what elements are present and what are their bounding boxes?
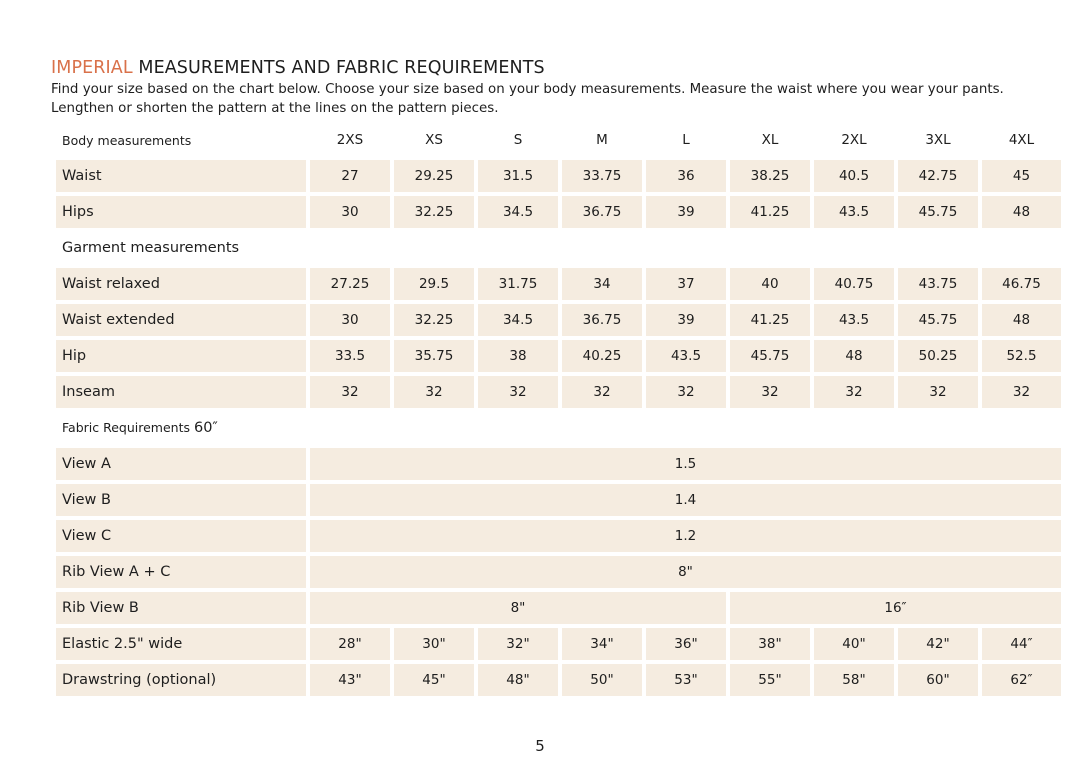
title-accent: IMPERIAL — [51, 58, 133, 78]
table-cell: 52.5 — [982, 340, 1061, 372]
table-cell: 38.25 — [730, 160, 810, 192]
row-label: Hips — [56, 196, 306, 228]
table-cell: 62″ — [982, 664, 1061, 696]
row-label: Rib View B — [56, 592, 306, 624]
table-cell: 32 — [982, 376, 1061, 408]
size-header: 2XL — [841, 132, 867, 148]
table-cell: 27.25 — [310, 268, 390, 300]
table-cell: 45.75 — [898, 196, 978, 228]
garment-measurements-heading: Garment measurements — [62, 240, 240, 256]
section-spacer — [310, 232, 1061, 264]
table-cell: 37 — [646, 268, 726, 300]
table-cell: 32.25 — [394, 304, 474, 336]
table-cell: 34" — [562, 628, 642, 660]
table-cell: 43.5 — [646, 340, 726, 372]
table-cell: 29.25 — [394, 160, 474, 192]
table-cell: 36.75 — [562, 196, 642, 228]
row-label: Elastic 2.5" wide — [56, 628, 306, 660]
table-cell: 8" — [310, 592, 726, 624]
row-label: Waist — [56, 160, 306, 192]
table-cell: 36 — [646, 160, 726, 192]
table-cell: 1.5 — [310, 448, 1061, 480]
table-cell: 45 — [982, 160, 1061, 192]
table-cell: 48 — [982, 304, 1061, 336]
table-cell: 31.75 — [478, 268, 558, 300]
table-cell: 32 — [310, 376, 390, 408]
size-header: L — [682, 132, 690, 148]
table-cell: 36.75 — [562, 304, 642, 336]
table-cell: 34.5 — [478, 304, 558, 336]
row-label: Hip — [56, 340, 306, 372]
table-cell: 32 — [814, 376, 894, 408]
size-header: 2XS — [336, 132, 364, 148]
body-row — [56, 160, 1061, 192]
table-cell: 43.5 — [814, 196, 894, 228]
table-cell: 55" — [730, 664, 810, 696]
fabric-label: Fabric Requirements — [62, 420, 190, 435]
table-cell: 44″ — [982, 628, 1061, 660]
garment-row — [56, 268, 1061, 300]
table-cell: 43" — [310, 664, 390, 696]
fabric-width: 60″ — [193, 420, 218, 436]
table-cell: 50.25 — [898, 340, 978, 372]
fabric-row — [56, 520, 1061, 552]
table-cell: 38" — [730, 628, 810, 660]
table-cell: 45.75 — [730, 340, 810, 372]
table-cell: 39 — [646, 304, 726, 336]
table-cell: 60" — [898, 664, 978, 696]
row-label: Rib View A + C — [56, 556, 306, 588]
table-cell: 42.75 — [898, 160, 978, 192]
row-label: View B — [56, 484, 306, 516]
garment-row — [56, 304, 1061, 336]
body-measurements-heading: Body measurements — [62, 132, 192, 148]
section-spacer — [310, 412, 1061, 444]
table-cell: 40.75 — [814, 268, 894, 300]
fabric-row — [56, 556, 1061, 588]
fabric-section-row — [56, 412, 1061, 444]
table-cell: 38 — [478, 340, 558, 372]
table-cell: 58" — [814, 664, 894, 696]
table-cell: 32 — [646, 376, 726, 408]
row-label: Drawstring (optional) — [56, 664, 306, 696]
table-cell: 1.4 — [310, 484, 1061, 516]
table-cell: 50" — [562, 664, 642, 696]
table-cell: 36" — [646, 628, 726, 660]
table-cell: 53" — [646, 664, 726, 696]
title-rest: MEASUREMENTS AND FABRIC REQUIREMENTS — [132, 58, 545, 78]
garment-row — [56, 340, 1061, 372]
table-cell: 1.2 — [310, 520, 1061, 552]
table-cell: 43.75 — [898, 268, 978, 300]
table-cell: 40" — [814, 628, 894, 660]
table-cell: 42" — [898, 628, 978, 660]
intro-text: Find your size based on the chart below. Choose your size based on your body measurements. Measure the waist where you wear your pants. Lengthen or shorten the pattern at the lines on the pattern pieces. — [51, 82, 1004, 116]
table-cell: 32 — [730, 376, 810, 408]
table-cell: 40 — [730, 268, 810, 300]
table-cell: 48 — [814, 340, 894, 372]
table-cell: 16″ — [730, 592, 1061, 624]
page-title — [51, 58, 545, 78]
table-cell: 32 — [478, 376, 558, 408]
table-cell: 45.75 — [898, 304, 978, 336]
table-cell: 40.5 — [814, 160, 894, 192]
page-number: 5 — [535, 737, 545, 755]
table-cell: 32 — [394, 376, 474, 408]
size-header: S — [513, 132, 523, 148]
elastic-row — [56, 628, 1061, 660]
table-cell: 41.25 — [730, 196, 810, 228]
row-label: Waist extended — [56, 304, 306, 336]
size-header: 3XL — [925, 132, 951, 148]
table-cell: 46.75 — [982, 268, 1061, 300]
fabric-row — [56, 448, 1061, 480]
size-header-row — [56, 124, 1061, 156]
table-cell: 35.75 — [394, 340, 474, 372]
table-cell: 48" — [478, 664, 558, 696]
table-cell: 32 — [898, 376, 978, 408]
table-cell: 48 — [982, 196, 1061, 228]
size-chart-table — [52, 120, 1065, 700]
table-cell: 29.5 — [394, 268, 474, 300]
row-label: View A — [56, 448, 306, 480]
table-cell: 30 — [310, 304, 390, 336]
table-cell: 8" — [310, 556, 1061, 588]
garment-row — [56, 376, 1061, 408]
table-cell: 39 — [646, 196, 726, 228]
table-cell: 32.25 — [394, 196, 474, 228]
size-header: M — [596, 132, 608, 148]
table-cell: 27 — [310, 160, 390, 192]
table-cell: 31.5 — [478, 160, 558, 192]
row-label: View C — [56, 520, 306, 552]
table-cell: 28" — [310, 628, 390, 660]
size-header: 4XL — [1008, 132, 1035, 148]
table-cell: 45" — [394, 664, 474, 696]
size-header: XL — [761, 132, 779, 148]
table-cell: 40.25 — [562, 340, 642, 372]
garment-section-row — [56, 232, 1061, 264]
table-cell: 41.25 — [730, 304, 810, 336]
table-cell: 33.5 — [310, 340, 390, 372]
row-label: Inseam — [56, 376, 306, 408]
table-cell: 34.5 — [478, 196, 558, 228]
rib-view-b-row — [56, 592, 1061, 624]
fabric-row — [56, 484, 1061, 516]
table-cell: 32" — [478, 628, 558, 660]
table-cell: 33.75 — [562, 160, 642, 192]
table-cell: 32 — [562, 376, 642, 408]
fabric-requirements-heading — [56, 412, 306, 444]
table-cell: 30 — [310, 196, 390, 228]
body-row — [56, 196, 1061, 228]
drawstring-row — [56, 664, 1061, 696]
size-header: XS — [425, 132, 443, 148]
table-cell: 43.5 — [814, 304, 894, 336]
row-label: Waist relaxed — [56, 268, 306, 300]
table-cell: 34 — [562, 268, 642, 300]
table-cell: 30" — [394, 628, 474, 660]
